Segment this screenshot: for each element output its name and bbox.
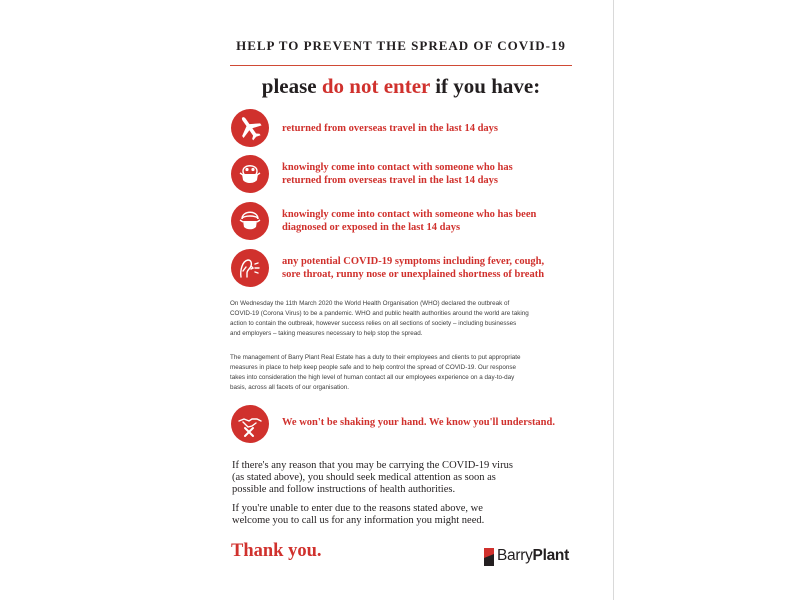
paragraph-line: On Wednesday the 11th March 2020 the World Health Organisation (WHO) declared the outbreak of	[230, 300, 510, 307]
list-item	[231, 155, 576, 193]
brand-name-part2: Plant	[532, 547, 569, 564]
no-handshake-icon	[231, 405, 269, 443]
paragraph-line: The management of Barry Plant Real Estate has a duty to their employees and clients to put appropriate	[230, 354, 521, 361]
paragraph-line: COVID-19 (Corona Virus) to be a pandemic. WHO and public health authorities around the world are taking	[230, 310, 529, 317]
advice-paragraph	[232, 503, 574, 527]
advice-line: possible and follow instructions of health authorities.	[232, 484, 456, 495]
advice-line: welcome you to call us for any information you might need.	[232, 515, 485, 526]
handshake-notice	[231, 405, 576, 443]
item-text	[282, 208, 572, 234]
advice-line: If you're unable to enter due to the reasons stated above, we	[232, 503, 483, 514]
brand-name	[497, 547, 569, 565]
item-line: returned from overseas travel in the last 14 days	[282, 123, 498, 134]
headline	[230, 74, 572, 99]
poster-header: HELP TO PREVENT THE SPREAD OF COVID-19	[236, 38, 566, 53]
item-line: sore throat, runny nose or unexplained shortness of breath	[282, 269, 545, 280]
item-line: returned from overseas travel in the last 14 days	[282, 175, 498, 186]
paragraph-line: basis, across all facets of our organisation.	[230, 384, 350, 391]
coughing-person-icon	[231, 249, 269, 287]
advice-line: (as stated above), you should seek medical attention as soon as	[232, 472, 496, 483]
body-paragraph	[230, 353, 572, 393]
paragraph-line: and employers – taking measures necessary to help stop the spread.	[230, 330, 423, 337]
masked-person-icon	[231, 202, 269, 240]
item-text	[282, 255, 572, 281]
paragraph-line: measures in place to help keep people safe and to help control the spread of COVID-19. Our response	[230, 364, 516, 371]
headline-emphasis: do not enter	[321, 74, 430, 98]
headline-before: please	[261, 74, 322, 98]
brand-name-part1: Barry	[497, 547, 533, 564]
handshake-text: We won't be shaking your hand. We know you'll understand.	[282, 417, 555, 428]
item-text	[282, 122, 572, 135]
advice-line: If there's any reason that you may be carrying the COVID-19 virus	[232, 460, 513, 471]
paragraph-line: action to contain the outbreak, however success relies on all sections of society – including businesses	[230, 320, 517, 327]
thank-you-text: Thank you.	[231, 541, 322, 561]
brand-mark-icon	[484, 548, 494, 566]
face-mask-icon	[231, 155, 269, 193]
item-text	[282, 161, 572, 187]
item-line: diagnosed or exposed in the last 14 days	[282, 222, 461, 233]
advice-paragraph	[232, 460, 574, 496]
paragraph-line: takes into consideration the high level of human contact all our employees experience on a day-to-day	[230, 374, 515, 381]
list-item	[231, 249, 576, 287]
header-divider	[230, 65, 572, 66]
body-paragraph	[230, 299, 572, 339]
item-line: knowingly come into contact with someone who has	[282, 162, 513, 173]
airplane-icon	[231, 109, 269, 147]
item-line: any potential COVID-19 symptoms including fever, cough,	[282, 256, 545, 267]
list-item	[231, 109, 576, 147]
headline-after: if you have:	[429, 74, 541, 98]
item-line: knowingly come into contact with someone who has been	[282, 209, 537, 220]
list-item	[231, 202, 576, 240]
